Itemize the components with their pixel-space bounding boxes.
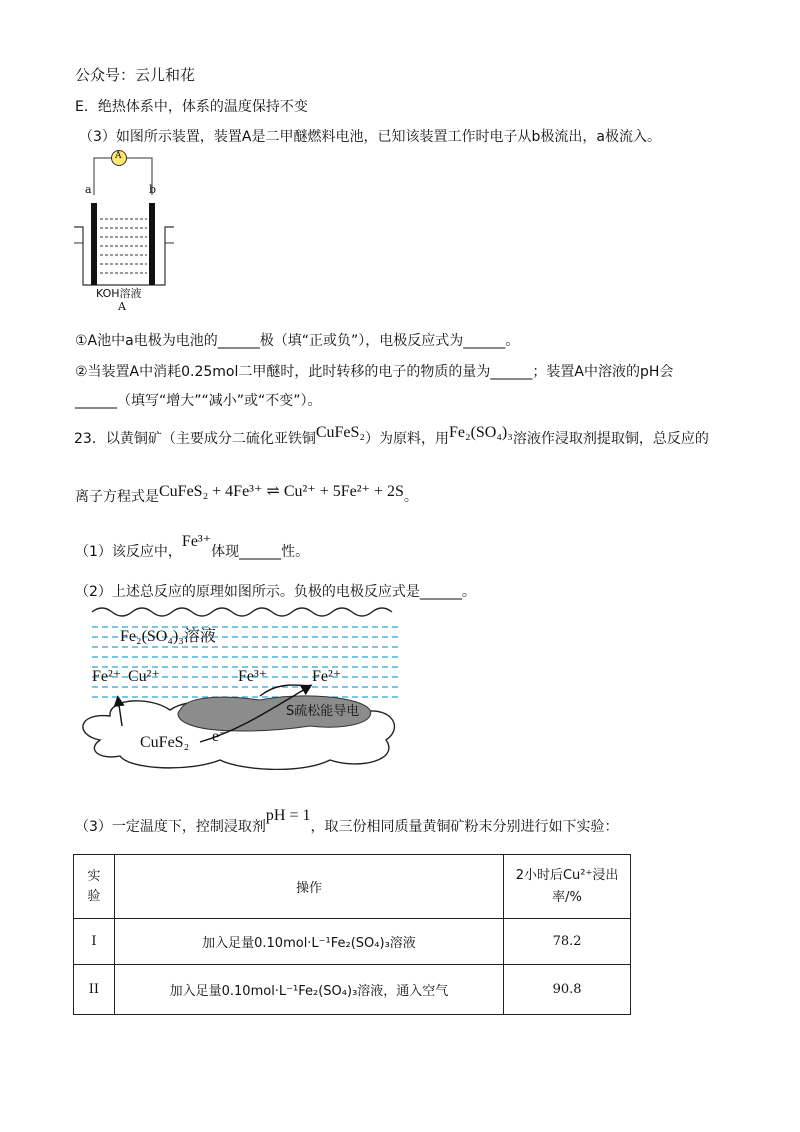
part3-intro: （3）如图所示装置，装置A是二甲醚燃料电池，已知该装置工作时电子从b极流出，a极流入。 xyxy=(79,129,661,145)
question-2-line1: ②当装置A中消耗0.25mol二甲醚时，此时转移的电子的物质的量为______；装置A中溶液的pH会 xyxy=(75,364,674,380)
electrode-a-label: a xyxy=(85,183,92,196)
fe2-left-label: Fe²⁺ xyxy=(92,668,122,685)
row-id: II xyxy=(74,965,115,1015)
q23-formula: CuFeS₂ xyxy=(315,424,365,441)
part3-ph: pH = 1 xyxy=(265,807,311,824)
source-header: 公众号：云儿和花 xyxy=(75,66,196,84)
equation-line xyxy=(75,483,418,506)
row-rate: 78.2 xyxy=(504,919,631,965)
part1-ion: Fe³⁺ xyxy=(181,533,212,550)
row-id: I xyxy=(74,919,115,965)
q23-reagent: Fe₂(SO₄)₃ xyxy=(448,424,513,441)
device-a-label: A xyxy=(118,300,126,313)
mineral-label: CuFeS₂ xyxy=(140,734,190,751)
koh-solution-label: KOH溶液 xyxy=(96,287,142,300)
header-rate: 2小时后Cu²⁺浸出率/% xyxy=(504,855,631,919)
electrode-a xyxy=(91,203,97,285)
ammeter-label: A xyxy=(115,151,122,161)
part3 xyxy=(75,807,619,836)
fe3-label: Fe³⁺ xyxy=(238,668,268,685)
experiment-table xyxy=(73,854,631,1015)
table-row xyxy=(74,919,631,965)
part1-b: 体现______性。 xyxy=(211,544,310,560)
cu2-label: Cu²⁺ xyxy=(128,668,160,685)
header-experiment: 实验 xyxy=(74,855,115,919)
row-rate: 90.8 xyxy=(504,965,631,1015)
part2: （2）上述总反应的原理如图所示。负极的电极反应式是______。 xyxy=(75,584,476,600)
q23-intro-a: 23．以黄铜矿（主要成分二硫化亚铁铜 xyxy=(74,431,316,447)
question-2-line2: ______（填写“增大”“减小”或“不变”）。 xyxy=(75,393,322,409)
header-operation: 操作 xyxy=(114,855,503,919)
ionic-equation: CuFeS₂ + 4Fe³⁺ ⇌ Cu²⁺ + 5Fe²⁺ + 2S xyxy=(159,483,404,500)
part3-a: （3）一定温度下，控制浸取剂 xyxy=(75,819,266,835)
part1-a: （1）该反应中， xyxy=(75,544,182,560)
eq-prefix: 离子方程式是 xyxy=(75,489,159,505)
table-row xyxy=(74,965,631,1015)
q23-intro-c: 溶液作浸取剂提取铜，总反应的 xyxy=(512,431,709,447)
row-operation: 加入足量0.10mol·L⁻¹Fe₂(SO₄)₃溶液，通入空气 xyxy=(114,965,503,1015)
row-operation: 加入足量0.10mol·L⁻¹Fe₂(SO₄)₃溶液 xyxy=(114,919,503,965)
q23-intro xyxy=(74,424,709,448)
eq-suffix: 。 xyxy=(403,489,418,505)
sulfur-label: S疏松能导电 xyxy=(286,704,360,719)
table-header-row xyxy=(74,855,631,919)
electron-label: e⁻ xyxy=(212,728,228,745)
question-1: ①A池中a电极为电池的______极（填“正或负”），电极反应式为______。 xyxy=(75,333,520,349)
solution-label: Fe₂(SO₄)₃溶液 xyxy=(120,628,216,645)
option-e: E．绝热体系中，体系的温度保持不变 xyxy=(75,99,308,115)
q23-intro-b: ）为原料，用 xyxy=(364,431,449,447)
electrode-b xyxy=(149,203,155,285)
part3-b: ，取三份相同质量黄铜矿粉末分别进行如下实验： xyxy=(310,819,619,835)
electrode-b-label: b xyxy=(149,183,157,196)
part1 xyxy=(75,533,310,561)
fe2-right-label: Fe²⁺ xyxy=(312,668,342,685)
